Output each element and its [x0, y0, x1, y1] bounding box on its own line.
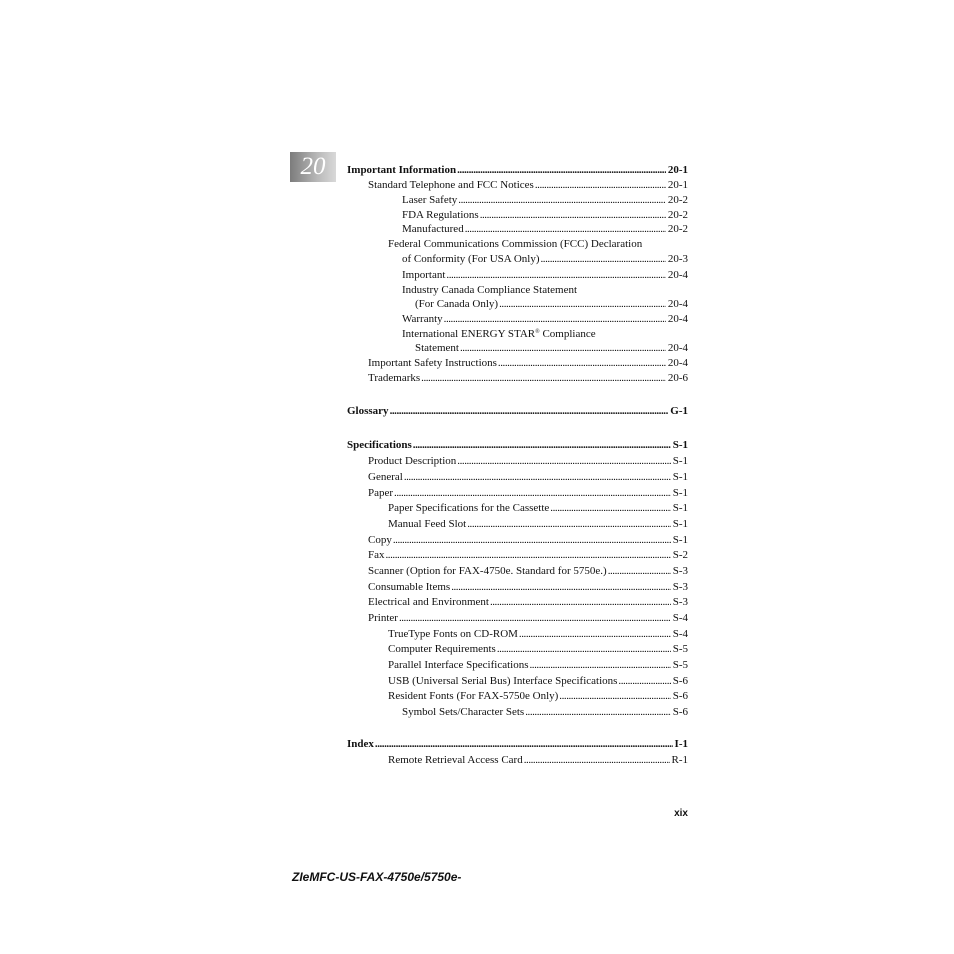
toc-entry-page: 20-1	[667, 164, 688, 176]
toc-entry-title: Fax	[368, 549, 385, 561]
toc-entry-page: 20-2	[667, 209, 688, 221]
toc-entry-index[interactable]	[347, 737, 688, 751]
toc-entry-title: Product Description	[368, 455, 457, 467]
toc-entry-page: 20-3	[667, 253, 688, 265]
toc-entry-title: Symbol Sets/Character Sets	[402, 706, 525, 718]
toc-entry-page: 20-4	[667, 269, 688, 281]
toc-entry-page: S-1	[672, 502, 688, 514]
toc-entry-paper[interactable]	[368, 486, 688, 500]
toc-entry-copy[interactable]	[368, 533, 688, 547]
toc-entry-title: Standard Telephone and FCC Notices	[368, 179, 534, 191]
toc-entry-title: Scanner (Option for FAX-4750e. Standard for 5750e.)	[368, 565, 607, 577]
toc-entry-page: S-2	[672, 549, 688, 561]
toc-entry-title: Remote Retrieval Access Card	[388, 754, 523, 766]
toc-entry-title: USB (Universal Serial Bus) Interface Specifications	[388, 675, 618, 687]
toc-entry-title: Trademarks	[368, 372, 421, 384]
toc-entry-page: S-1	[672, 455, 688, 467]
chapter-number-tab: 20	[290, 152, 336, 182]
toc-entry-industry-canada[interactable]	[402, 283, 688, 297]
toc-entry-important[interactable]	[402, 268, 688, 282]
toc-entry-title: General	[368, 471, 403, 483]
toc-entry-title: Printer	[368, 612, 398, 624]
toc-entry-for-canada-only[interactable]	[415, 297, 688, 311]
toc-entry-page: S-1	[672, 534, 688, 546]
toc-entry-printer[interactable]	[368, 611, 688, 625]
toc-entry-laser-safety[interactable]	[402, 193, 688, 207]
toc-entry-manual-feed-slot[interactable]	[388, 517, 688, 531]
toc-entry-page: 20-4	[667, 313, 688, 325]
toc-entry-safety-instructions[interactable]	[368, 356, 688, 370]
toc-entry-title: Electrical and Environment	[368, 596, 489, 608]
toc-entry-title: (For Canada Only)	[415, 298, 499, 310]
toc-entry-title: TrueType Fonts on CD-ROM	[388, 628, 518, 640]
toc-entry-title: Important	[402, 269, 446, 281]
toc-entry-energy-star[interactable]	[402, 327, 688, 341]
toc-entry-page: I-1	[674, 738, 688, 750]
toc-entry-page: S-3	[672, 581, 688, 593]
toc-entry-title: Laser Safety	[402, 194, 458, 206]
toc-entry-title: International ENERGY STAR® Compliance	[402, 328, 596, 340]
toc-entry-title: Industry Canada Compliance Statement	[402, 284, 578, 296]
toc-entry-title: Consumable Items	[368, 581, 451, 593]
toc-entry-usb-interface[interactable]	[388, 674, 688, 688]
toc-entry-page: S-6	[672, 706, 688, 718]
toc-entry-remote-retrieval-card[interactable]	[388, 753, 688, 767]
toc-entry-page: 20-1	[667, 179, 688, 191]
toc-entry-standard-telephone[interactable]	[368, 178, 688, 192]
toc-entry-title: Resident Fonts (For FAX-5750e Only)	[388, 690, 559, 702]
toc-entry-title: Manufactured	[402, 223, 464, 235]
toc-entry-conformity-usa[interactable]	[402, 252, 688, 266]
toc-entry-title: of Conformity (For USA Only)	[402, 253, 540, 265]
toc-entry-general[interactable]	[368, 470, 688, 484]
toc-entry-fax[interactable]	[368, 548, 688, 562]
toc-entry-page: 20-4	[667, 298, 688, 310]
toc-entry-page: 20-4	[667, 357, 688, 369]
toc-entry-title: Glossary	[347, 405, 389, 417]
toc-entry-title: Copy	[368, 534, 392, 546]
toc-entry-page: S-1	[672, 439, 688, 451]
toc-entry-page: R-1	[671, 754, 688, 766]
toc-entry-title: Important Safety Instructions	[368, 357, 497, 369]
toc-entry-important-information[interactable]	[347, 163, 688, 177]
toc-entry-page: 20-2	[667, 194, 688, 206]
toc-entry-page: S-3	[672, 596, 688, 608]
toc-entry-consumable-items[interactable]	[368, 580, 688, 594]
toc-entry-glossary[interactable]	[347, 404, 688, 418]
toc-entry-parallel-interface[interactable]	[388, 658, 688, 672]
toc-entry-page: S-5	[672, 659, 688, 671]
toc-entry-statement[interactable]	[415, 341, 688, 355]
toc-entry-title: Parallel Interface Specifications	[388, 659, 529, 671]
toc-entry-page: 20-6	[667, 372, 688, 384]
toc-entry-trademarks[interactable]	[368, 371, 688, 385]
toc-entry-page: S-6	[672, 690, 688, 702]
toc-entry-fcc-declaration[interactable]	[388, 237, 688, 251]
footer-document-id: ZIeMFC-US-FAX-4750e/5750e-	[292, 870, 462, 884]
toc-entry-manufactured[interactable]	[402, 222, 688, 236]
toc-entry-truetype-fonts[interactable]	[388, 627, 688, 641]
toc-entry-title: Paper Specifications for the Cassette	[388, 502, 550, 514]
toc-entry-page: G-1	[670, 405, 688, 417]
toc-entry-page: S-5	[672, 643, 688, 655]
toc-entry-computer-requirements[interactable]	[388, 642, 688, 656]
toc-entry-product-description[interactable]	[368, 454, 688, 468]
toc-entry-page: S-1	[672, 518, 688, 530]
page-number: xix	[674, 808, 688, 819]
toc-entry-page: 20-4	[667, 342, 688, 354]
toc-entry-page: S-4	[672, 628, 688, 640]
toc-entry-specifications[interactable]	[347, 438, 688, 452]
toc-entry-title: Warranty	[402, 313, 443, 325]
toc-entry-scanner[interactable]	[368, 564, 688, 578]
toc-entry-title: Federal Communications Commission (FCC) Declaration	[388, 238, 643, 250]
toc-entry-title: Manual Feed Slot	[388, 518, 467, 530]
toc-entry-page: S-1	[672, 471, 688, 483]
toc-entry-warranty[interactable]	[402, 312, 688, 326]
registered-mark: ®	[535, 329, 540, 335]
toc-entry-page: 20-2	[667, 223, 688, 235]
toc-entry-title: Paper	[368, 487, 394, 499]
toc-entry-symbol-sets[interactable]	[402, 705, 688, 719]
toc-entry-title: Index	[347, 738, 374, 750]
toc-entry-page: S-3	[672, 565, 688, 577]
toc-entry-page: S-1	[672, 487, 688, 499]
toc-entry-electrical-environment[interactable]	[368, 595, 688, 609]
toc-entry-fda-regulations[interactable]	[402, 208, 688, 222]
toc-entry-page: S-6	[672, 675, 688, 687]
toc-entry-title: Important Information	[347, 164, 457, 176]
toc-entry-title: Statement	[415, 342, 459, 354]
toc-entry-resident-fonts[interactable]	[388, 689, 688, 703]
toc-entry-paper-cassette[interactable]	[388, 501, 688, 515]
toc-entry-page: S-4	[672, 612, 688, 624]
toc-entry-title: Specifications	[347, 439, 412, 451]
toc-entry-title: FDA Regulations	[402, 209, 479, 221]
toc-entry-title: Computer Requirements	[388, 643, 496, 655]
